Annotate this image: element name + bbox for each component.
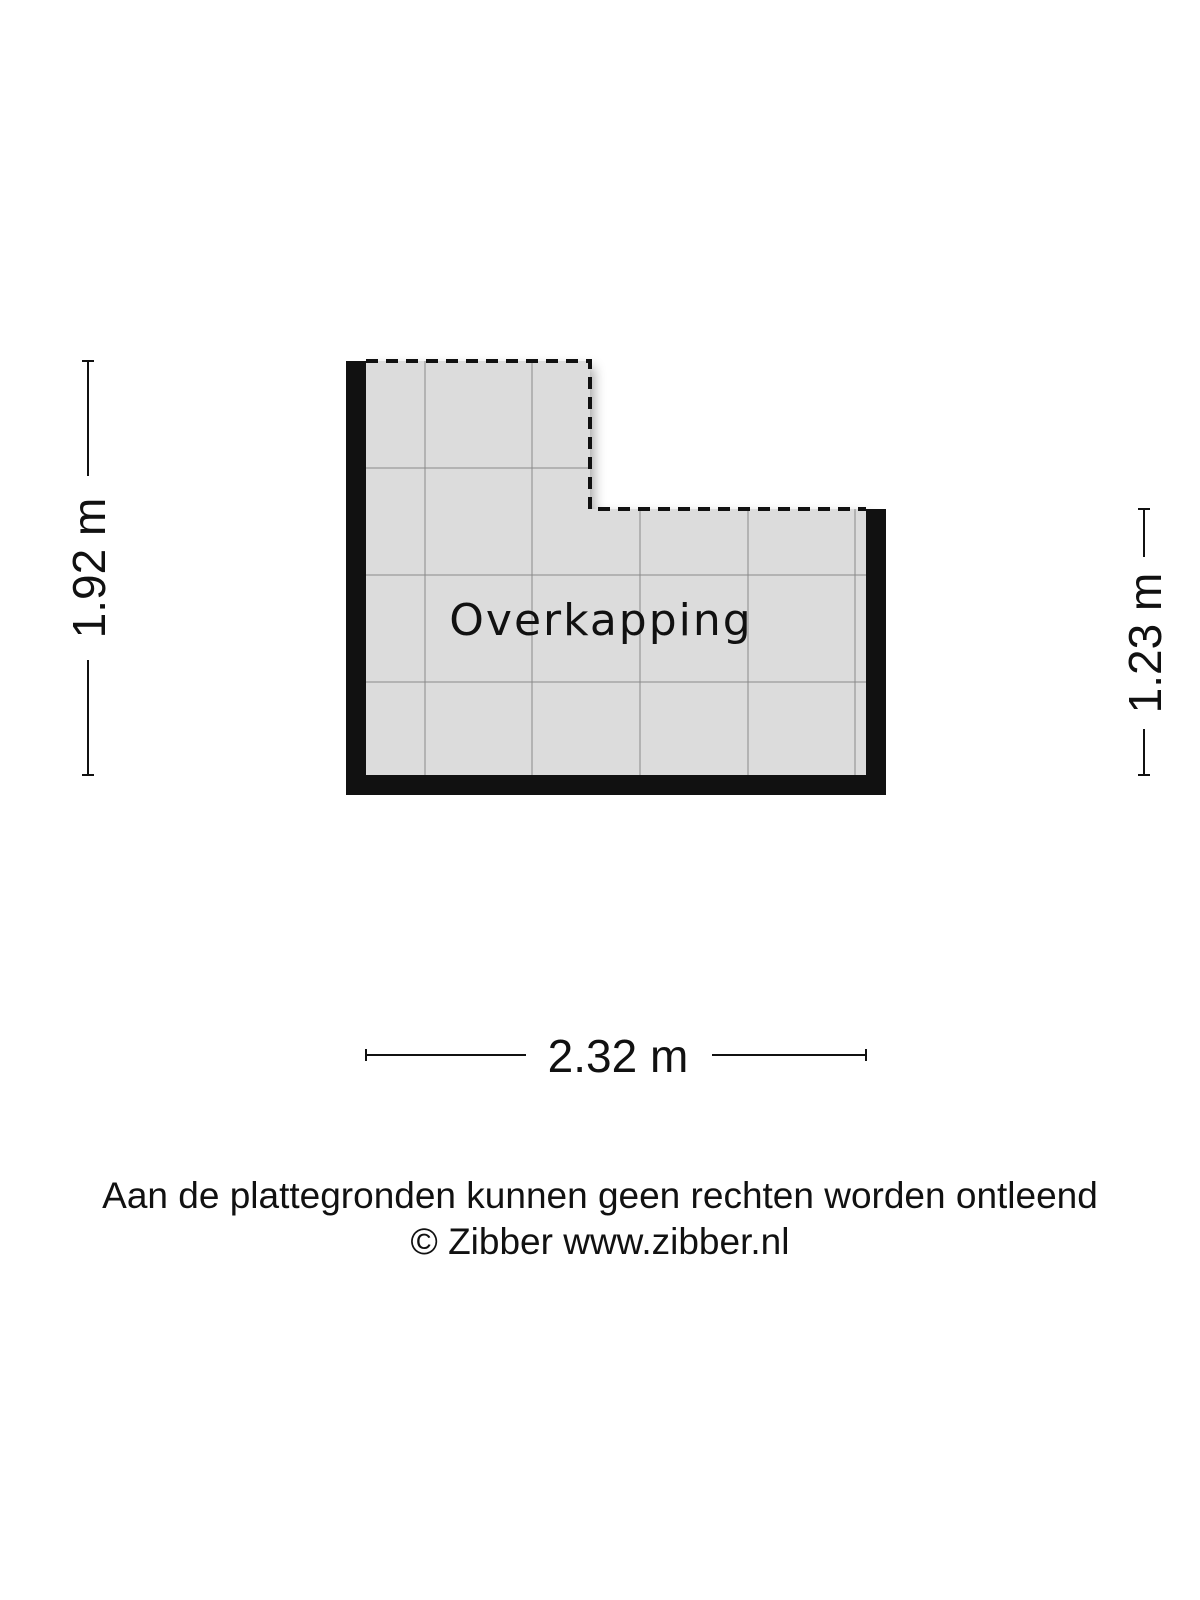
dimension-right-label: 1.23 m	[1119, 572, 1171, 714]
copyright-text: © Zibber www.zibber.nl	[410, 1221, 790, 1262]
disclaimer-text: Aan de plattegronden kunnen geen rechten worden ontleend	[102, 1175, 1098, 1216]
dimension-left-label: 1.92 m	[63, 497, 115, 639]
wall-right	[866, 509, 886, 795]
room-floor	[366, 361, 866, 775]
room-label: Overkapping	[449, 595, 753, 646]
dimension-bottom-label: 2.32 m	[547, 1030, 689, 1082]
wall-left	[346, 361, 366, 795]
wall-bottom	[346, 775, 886, 795]
